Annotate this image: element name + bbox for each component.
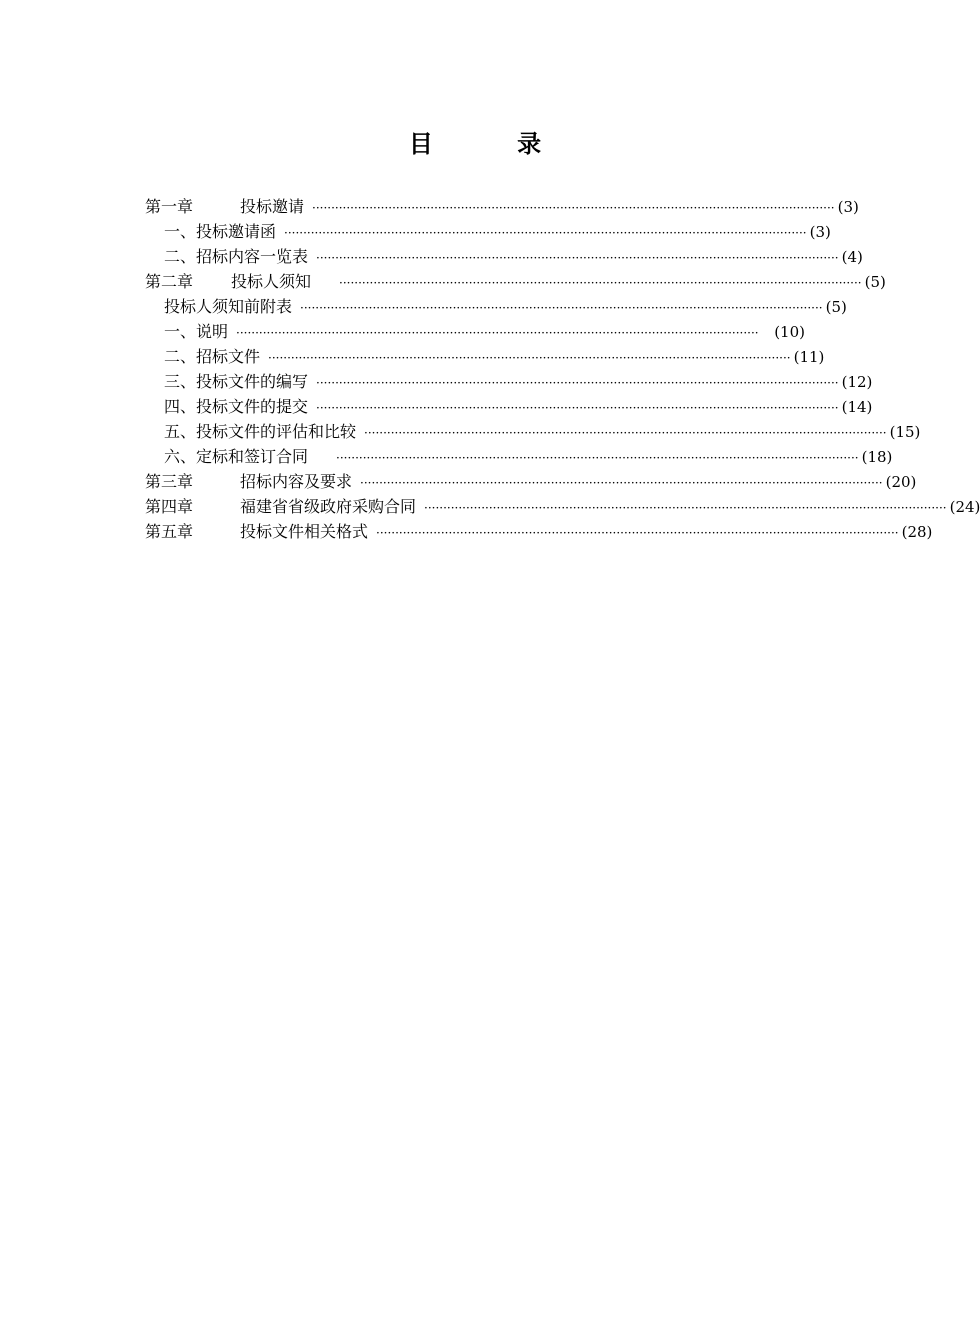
toc-page-number: (5) [825, 298, 847, 316]
toc-leader-dots: ········································································································································· [236, 326, 759, 340]
toc-page-number: (12) [841, 373, 873, 391]
toc-entry-text: 六、定标和签订合同 [164, 447, 309, 466]
toc-leader-dots: ········································································································································· [364, 426, 887, 440]
toc-entry-text: 五、投标文件的评估和比较 [164, 422, 357, 441]
toc-entry-chapter-1[interactable] [145, 194, 859, 219]
toc-entry-text: 三、投标文件的编写 [164, 372, 309, 391]
toc-entry-text: 四、投标文件的提交 [164, 397, 309, 416]
toc-entry-text: 福建省省级政府采购合同 [240, 497, 417, 516]
toc-entry-section[interactable] [145, 394, 873, 419]
toc-entry-text: 一、投标邀请函 [164, 222, 277, 241]
toc-entry-section[interactable] [145, 319, 805, 344]
toc-entry-text: 投标人须知前附表 [164, 297, 293, 316]
toc-leader-dots: ········································································································································· [300, 301, 823, 315]
toc-page-number: (15) [889, 423, 921, 441]
toc-leader-dots: ········································································································································· [336, 451, 859, 465]
toc-entry-section[interactable] [145, 444, 893, 469]
toc-leader-dots: ········································································································································· [312, 201, 835, 215]
table-of-contents [145, 194, 980, 544]
toc-chapter-label: 第一章 [145, 197, 194, 216]
toc-page-number: (3) [809, 223, 831, 241]
toc-entry-text: 招标内容及要求 [240, 472, 353, 491]
toc-page-number: (10) [774, 323, 805, 341]
toc-entry-text: 二、招标文件 [164, 347, 261, 366]
toc-leader-dots: ········································································································································· [376, 526, 899, 540]
toc-entry-text: 二、招标内容一览表 [164, 247, 309, 266]
toc-page-number: (20) [885, 473, 917, 491]
toc-entry-chapter-3[interactable] [145, 469, 917, 494]
toc-chapter-label: 第二章 [145, 272, 194, 291]
page-title: 目 录 [408, 129, 580, 158]
toc-leader-dots: ········································································································································· [316, 376, 839, 390]
toc-chapter-label: 第五章 [145, 522, 194, 541]
toc-entry-section[interactable] [145, 244, 863, 269]
toc-entry-section[interactable] [145, 219, 831, 244]
toc-leader-dots: ········································································································································· [316, 251, 839, 265]
toc-leader-dots: ········································································································································· [339, 276, 862, 290]
toc-entry-text: 一、说明 [164, 322, 229, 341]
toc-leader-dots: ········································································································································· [316, 401, 839, 415]
toc-leader-dots: ········································································································································· [284, 226, 807, 240]
toc-page-number: (14) [841, 398, 873, 416]
toc-entry-section[interactable] [145, 294, 847, 319]
toc-page-number: (3) [837, 198, 859, 216]
toc-entry-chapter-2[interactable] [145, 269, 886, 294]
toc-chapter-label: 第三章 [145, 472, 194, 491]
toc-page-number: (18) [861, 448, 893, 466]
toc-entry-text: 投标邀请 [240, 197, 305, 216]
toc-page-number: (5) [864, 273, 886, 291]
toc-entry-section[interactable] [145, 344, 825, 369]
toc-page-number: (4) [841, 248, 863, 266]
toc-leader-dots: ········································································································································· [268, 351, 791, 365]
toc-entry-section[interactable] [145, 369, 873, 394]
toc-leader-dots: ········································································································································· [360, 476, 883, 490]
toc-page-number: (24) [949, 498, 980, 516]
toc-leader-dots: ········································································································································· [424, 501, 947, 515]
toc-entry-section[interactable] [145, 419, 921, 444]
toc-entry-text: 投标文件相关格式 [240, 522, 369, 541]
toc-chapter-label: 第四章 [145, 497, 194, 516]
toc-entry-chapter-5[interactable] [145, 519, 933, 544]
toc-page-number: (11) [793, 348, 825, 366]
toc-page-number: (28) [901, 523, 933, 541]
toc-entry-chapter-4[interactable] [145, 494, 980, 519]
toc-entry-text: 投标人须知 [231, 272, 312, 291]
